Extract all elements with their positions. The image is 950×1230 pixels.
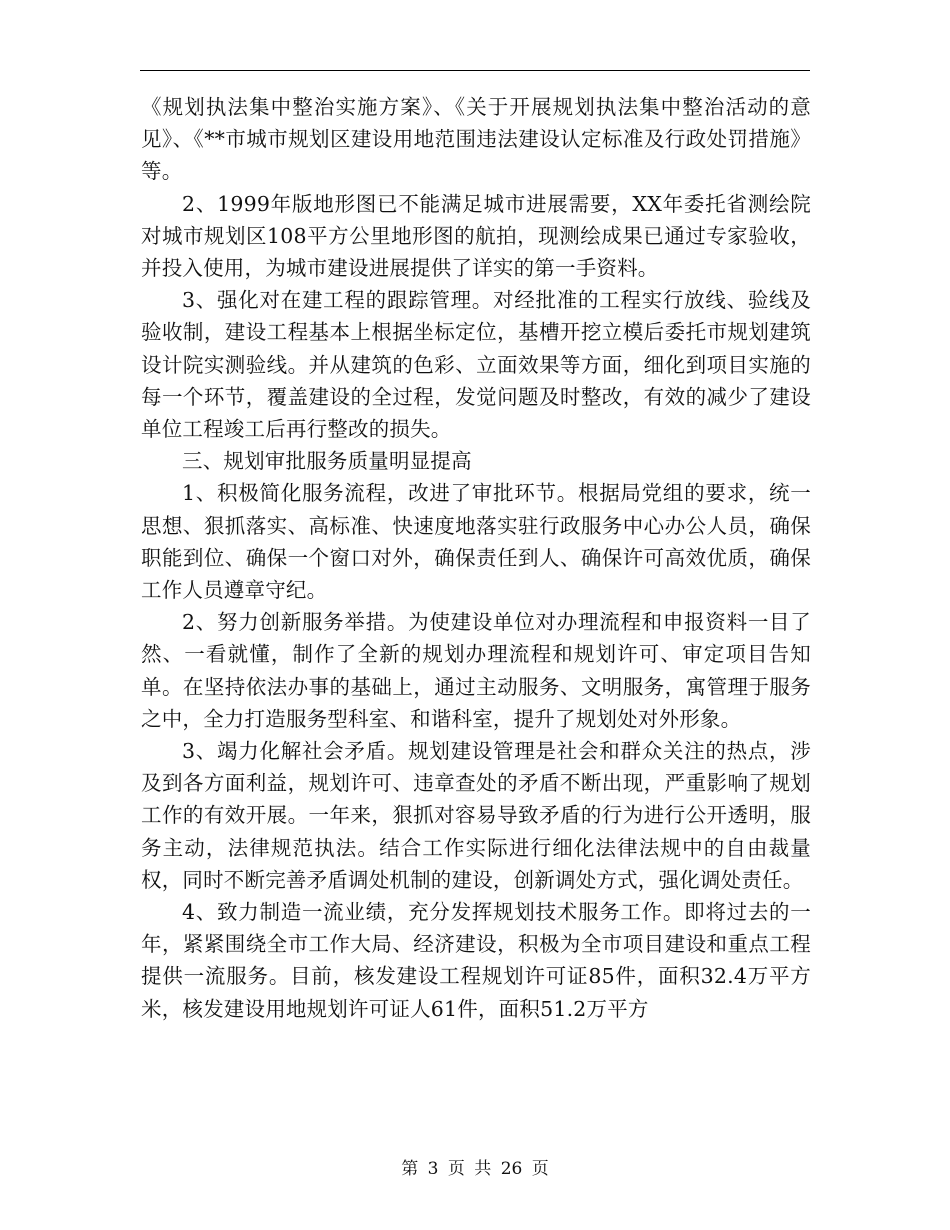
- paragraph-7: 4、致力制造一流业绩，充分发挥规划技术服务工作。即将过去的一年，紧紧围绕全市工作大局、经济建设，积极为全市项目建设和重点工程提供一流服务。目前，核发建设工程规划许可证85件，面积32.4万平方米，核发建设用地规划许可证人61件，面积51.2万平方: [141, 900, 811, 1021]
- footer-label-total-unit: 页: [531, 1159, 549, 1179]
- paragraph-2: 2、1999年版地形图已不能满足城市进展需要，XX年委托省测绘院对城市规划区108平方公里地形图的航拍，现测绘成果已通过专家验收，并投入使用，为城市建设进展提供了详实的第一手资料。: [141, 191, 811, 281]
- section-heading: 三、规划审批服务质量明显提高: [182, 449, 472, 474]
- footer-label-page: 第: [401, 1159, 419, 1179]
- footer-current-page: 3: [427, 1159, 439, 1179]
- footer-total-pages: 26: [500, 1159, 523, 1179]
- footer-label-total: 共: [474, 1159, 492, 1179]
- paragraph-1: 《规划执法集中整治实施方案》、《关于开展规划执法集中整治活动的意见》、《**市城市规划区建设用地范围违法建设认定标准及行政处罚措施》等。: [141, 95, 811, 184]
- paragraph-6: 3、竭力化解社会矛盾。规划建设管理是社会和群众关注的热点，涉及到各方面利益，规划许可、违章查处的矛盾不断出现，严重影响了规划工作的有效开展。一年来，狠抓对容易导致矛盾的行为进行公开透明，服务主动，法律规范执法。结合工作实际进行细化法律法规中的自由裁量权，同时不断完善矛盾调处机制的建设，创新调处方式，强化调处责任。: [141, 739, 811, 892]
- paragraph-4: 1、积极简化服务流程，改进了审批环节。根据局党组的要求，统一思想、狠抓落实、高标准、快速度地落实驻行政服务中心办公人员，确保职能到位、确保一个窗口对外，确保责任到人、确保许可高效优质，确保工作人员遵章守纪。: [141, 481, 811, 603]
- footer-label-page-unit: 页: [447, 1159, 465, 1179]
- paragraph-5: 2、努力创新服务举措。为使建设单位对办理流程和申报资料一目了然、一看就懂，制作了全新的规划办理流程和规划许可、审定项目告知单。在坚持依法办事的基础上，通过主动服务、文明服务，寓管理于服务之中，全力打造服务型科室、和谐科室，提升了规划处对外形象。: [141, 610, 811, 731]
- paragraph-3: 3、强化对在建工程的跟踪管理。对经批准的工程实行放线、验线及验收制，建设工程基本上根据坐标定位，基槽开挖立模后委托市规划建筑设计院实测验线。并从建筑的色彩、立面效果等方面，细化到项目实施的每一个环节，覆盖建设的全过程，发觉问题及时整改，有效的减少了建设单位工程竣工后再行整改的损失。: [141, 288, 811, 442]
- page-footer: [0, 1154, 950, 1179]
- header-rule: [140, 70, 810, 71]
- document-body: [141, 91, 811, 1025]
